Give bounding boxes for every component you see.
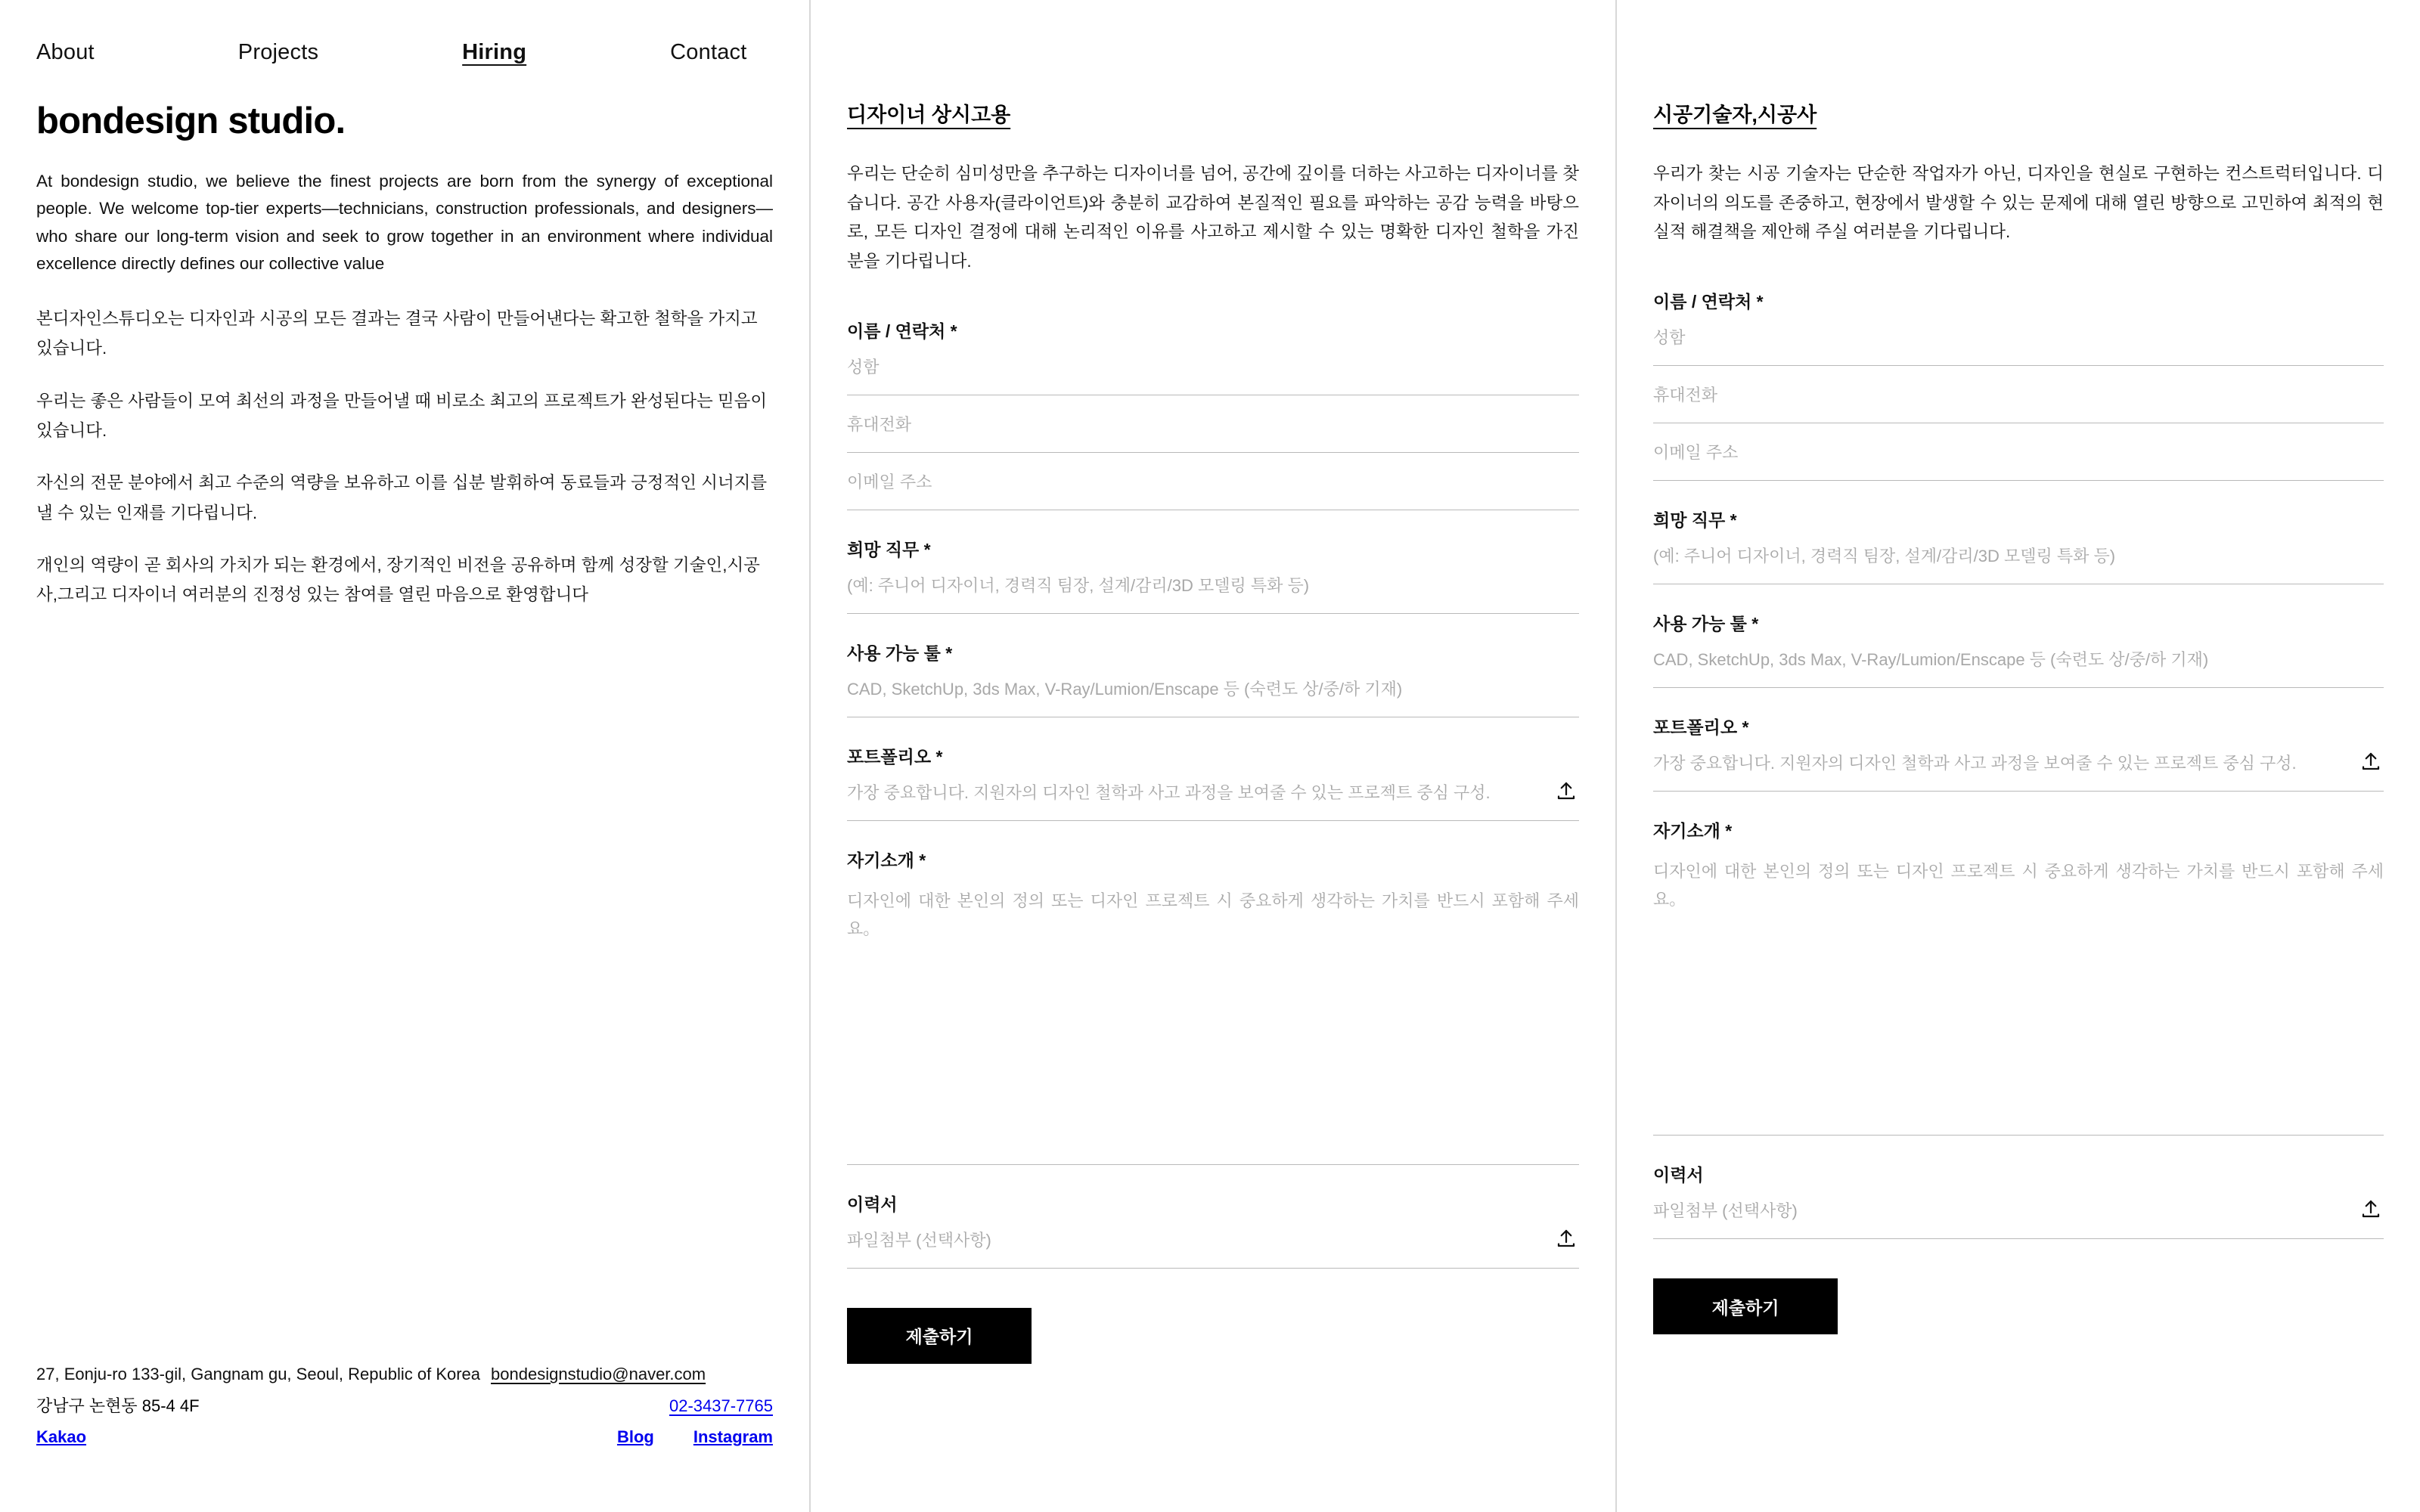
constructor-tools-placeholder: CAD, SketchUp, 3ds Max, V-Ray/Lumion/Enscape 등 (숙련도 상/중/하 기재): [1653, 650, 2209, 670]
about-text-english: At bondesign studio, we believe the finest projects are born from the synergy of exceptional people. We welcome top-tier experts—technicians, construction professionals, and designers—who share our long-term vision and seek to grow together in an environment where individual excellence directly defines our collective value: [36, 172, 773, 274]
constructor-role-input[interactable]: [1653, 545, 2384, 584]
footer-phone-link[interactable]: 02-3437-7765: [669, 1396, 773, 1415]
designer-role-input[interactable]: [847, 575, 1579, 614]
constructor-phone-input[interactable]: [1653, 384, 2384, 423]
constructor-form-title: 시공기술자,시공사: [1653, 104, 1817, 126]
upload-icon[interactable]: [1555, 779, 1578, 803]
designer-resume-label: 이력서: [847, 1194, 898, 1214]
constructor-selfintro-placeholder: 디자인에 대한 본인의 정의 또는 디자인 프로젝트 시 중요하게 생각하는 가치를 반드시 포함해 주세요。: [1653, 862, 2384, 909]
designer-tools-input[interactable]: [847, 678, 1579, 717]
designer-tools-field: [847, 640, 1579, 717]
constructor-phone-placeholder: 휴대전화: [1653, 386, 1718, 405]
main-navigation: [36, 0, 773, 104]
footer-address-english: 27, Eonju-ro 133-gil, Gangnam gu, Seoul, Republic of Korea: [36, 1365, 481, 1383]
constructor-name-input[interactable]: [1653, 327, 2384, 366]
constructor-name-contact-field: [1653, 288, 2384, 481]
designer-tools-label: 사용 가능 툴 *: [847, 643, 953, 663]
designer-resume-field: [847, 1191, 1579, 1269]
constructor-portfolio-input[interactable]: [1653, 752, 2384, 792]
designer-tools-placeholder: CAD, SketchUp, 3ds Max, V-Ray/Lumion/Enscape 등 (숙련도 상/중/하 기재): [847, 679, 1403, 699]
constructor-portfolio-placeholder: 가장 중요합니다. 지원자의 디자인 철학과 사고 과정을 보여줄 수 있는 프로젝트 중심 구성.: [1653, 754, 2297, 773]
constructor-resume-field: [1653, 1161, 2384, 1239]
designer-name-placeholder: 성함: [847, 357, 880, 376]
footer-address-row: [36, 1365, 773, 1384]
designer-form-intro: 우리는 단순히 심미성만을 추구하는 디자이너를 넘어, 공간에 깊이를 더하는 사고하는 디자이너를 찾습니다. 공간 사용자(클라이언트)와 충분히 교감하여 본질적인 필요를 파악하는 공감 능력을 바탕으로, 모든 디자인 결정에 대해 논리적인 이유를 사고하고 제시할 수 있는 명확한 디자인 철학을 가진 분을 기다립니다.: [847, 164, 1579, 271]
designer-resume-placeholder: 파일첨부 (선택사항): [847, 1230, 991, 1250]
nav-item-hiring[interactable]: Hiring: [462, 39, 527, 64]
constructor-portfolio-label: 포트폴리오 *: [1653, 717, 1749, 738]
footer-social-row: [36, 1427, 773, 1447]
constructor-role-field: [1653, 507, 2384, 584]
footer-contact-row: [36, 1393, 773, 1417]
constructor-portfolio-field: [1653, 714, 2384, 792]
constructor-role-label: 희망 직무 *: [1653, 510, 1737, 531]
footer-social-links: [617, 1427, 773, 1447]
designer-phone-input[interactable]: [847, 414, 1579, 453]
constructor-submit-button[interactable]: 제출하기: [1653, 1278, 1838, 1334]
designer-selfintro-label: 자기소개 *: [847, 850, 926, 870]
designer-resume-input[interactable]: [847, 1229, 1579, 1269]
constructor-name-contact-label: 이름 / 연락처 *: [1653, 292, 1764, 312]
designer-portfolio-input[interactable]: [847, 782, 1579, 821]
constructor-resume-label: 이력서: [1653, 1165, 1704, 1185]
about-text-korean-1: 본디자인스튜디오는 디자인과 시공의 모든 결과는 결국 사람이 만들어낸다는 확고한 철학을 가지고 있습니다.: [36, 308, 758, 358]
constructor-selfintro-field: [1653, 817, 2384, 1136]
constructor-email-input[interactable]: [1653, 442, 2384, 481]
footer-instagram-link[interactable]: Instagram: [693, 1427, 773, 1446]
constructor-name-placeholder: 성함: [1653, 328, 1686, 348]
constructor-email-placeholder: 이메일 주소: [1653, 443, 1739, 463]
constructor-tools-input[interactable]: [1653, 649, 2384, 688]
designer-selfintro-textarea[interactable]: [847, 885, 1579, 1165]
footer-email-link[interactable]: bondesignstudio@naver.com: [491, 1365, 706, 1383]
designer-name-input[interactable]: [847, 356, 1579, 395]
left-column: [0, 0, 811, 1512]
constructor-tools-label: 사용 가능 툴 *: [1653, 614, 1759, 634]
constructor-resume-input[interactable]: [1653, 1200, 2384, 1239]
nav-item-projects[interactable]: Projects: [237, 39, 319, 64]
about-text-korean-4: 개인의 역량이 곧 회사의 가치가 되는 환경에서, 장기적인 비전을 공유하며 함께 성장할 기술인,시공사,그리고 디자이너 여러분의 진정성 있는 참여를 열린 마음으로 환영합니다: [36, 556, 760, 605]
footer: [36, 1365, 773, 1447]
about-text-korean-2: 우리는 좋은 사람들이 모여 최선의 과정을 만들어낼 때 비로소 최고의 프로젝트가 완성된다는 믿음이 있습니다.: [36, 391, 768, 440]
constructor-selfintro-textarea[interactable]: [1653, 856, 2384, 1136]
designer-email-placeholder: 이메일 주소: [847, 472, 932, 491]
designer-submit-button[interactable]: 제출하기: [847, 1308, 1032, 1364]
brand-logo: bondesign studio.: [36, 101, 346, 141]
upload-icon[interactable]: [2360, 1197, 2382, 1221]
nav-item-contact[interactable]: Contact: [670, 39, 747, 64]
footer-kakao-link[interactable]: Kakao: [36, 1427, 87, 1446]
nav-item-about[interactable]: About: [36, 39, 95, 64]
designer-portfolio-label: 포트폴리오 *: [847, 746, 943, 767]
constructor-tools-field: [1653, 610, 2384, 688]
designer-name-contact-field: [847, 318, 1579, 510]
designer-email-input[interactable]: [847, 471, 1579, 510]
designer-portfolio-field: [847, 743, 1579, 821]
designer-selfintro-field: [847, 847, 1579, 1165]
upload-icon[interactable]: [1555, 1226, 1578, 1250]
footer-address-korean: 강남구 논현동 85-4 4F: [36, 1396, 200, 1415]
designer-portfolio-placeholder: 가장 중요합니다. 지원자의 디자인 철학과 사고 과정을 보여줄 수 있는 프로젝트 중심 구성.: [847, 782, 1491, 802]
upload-icon[interactable]: [2360, 749, 2382, 773]
designer-selfintro-placeholder: 디자인에 대한 본인의 정의 또는 디자인 프로젝트 시 중요하게 생각하는 가치를 반드시 포함해 주세요。: [847, 891, 1579, 939]
designer-application-column: [811, 0, 1615, 1512]
constructor-resume-placeholder: 파일첨부 (선택사항): [1653, 1201, 1798, 1221]
designer-form-title: 디자이너 상시고용: [847, 104, 1011, 126]
about-text-korean-3: 자신의 전문 분야에서 최고 수준의 역량을 보유하고 이를 십분 발휘하여 동료들과 긍정적인 시너지를 낼 수 있는 인재를 기다립니다.: [36, 473, 768, 522]
designer-name-contact-label: 이름 / 연락처 *: [847, 321, 957, 341]
designer-phone-placeholder: 휴대전화: [847, 414, 912, 434]
constructor-application-column: [1615, 0, 2420, 1512]
designer-role-field: [847, 536, 1579, 614]
footer-blog-link[interactable]: Blog: [616, 1427, 654, 1446]
constructor-role-placeholder: (예: 주니어 디자이너, 경력직 팀장, 설계/감리/3D 모델링 특화 등): [1653, 547, 2116, 566]
designer-role-placeholder: (예: 주니어 디자이너, 경력직 팀장, 설계/감리/3D 모델링 특화 등): [847, 575, 1310, 595]
constructor-form-intro: 우리가 찾는 시공 기술자는 단순한 작업자가 아닌, 디자인을 현실로 구현하는 컨스트럭터입니다. 디자이너의 의도를 존중하고, 현장에서 발생할 수 있는 문제에 대해 열린 방향으로 고민하여 최적의 현실적 해결책을 제안해 주실 여러분을 기다립니다.: [1653, 164, 2384, 242]
designer-role-label: 희망 직무 *: [847, 539, 931, 559]
constructor-selfintro-label: 자기소개 *: [1653, 821, 1733, 841]
